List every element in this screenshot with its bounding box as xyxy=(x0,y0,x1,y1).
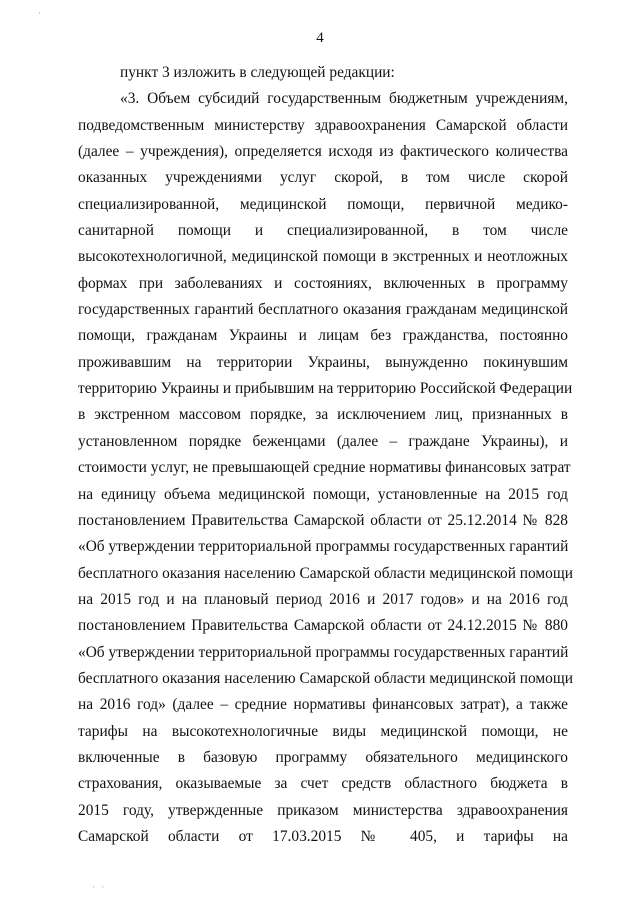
page-number: 4 xyxy=(316,30,324,46)
text-line: Самарской области от 17.03.2015 № 405, и тарифы на xyxy=(78,827,568,845)
text-line: на единицу объема медицинской помощи, установленные на 2015 год xyxy=(78,485,568,503)
text-line: проживавшим на территории Украины, вынужденно покинувшим xyxy=(78,353,568,371)
text-line: бесплатного оказания населению Самарской области медицинской помощи xyxy=(78,564,573,582)
text-line: специализированной, медицинской помощи, первичной медико- xyxy=(78,195,568,213)
text-line: стоимости услуг, не превышающей средние нормативы финансовых затрат xyxy=(78,459,571,477)
text-line: тарифы на высокотехнологичные виды медицинской помощи, не xyxy=(78,722,568,740)
text-line: «Об утверждении территориальной программы государственных гарантий xyxy=(78,643,569,661)
scan-mark-top: · xyxy=(38,8,41,18)
text-line: на 2015 год и на плановый период 2016 и 2017 годов» и на 2016 год xyxy=(78,590,568,608)
scan-mark-bottom: · · xyxy=(92,882,107,892)
text-line: подведомственным министерству здравоохранения Самарской области xyxy=(78,116,568,134)
text-line: установленном порядке беженцами (далее – граждане Украины), и xyxy=(78,432,568,450)
text-line: в экстренном массовом порядке, за исключением лиц, признанных в xyxy=(78,406,568,424)
text-line: страхования, оказываемые за счет средств областного бюджета в xyxy=(78,775,568,793)
text-line: постановлением Правительства Самарской области от 24.12.2015 № 880 xyxy=(78,617,568,635)
text-line: постановлением Правительства Самарской области от 25.12.2014 № 828 xyxy=(78,511,568,529)
text-line: (далее – учреждения), определяется исходя из фактического количества xyxy=(78,143,568,161)
text-line: бесплатного оказания населению Самарской области медицинской помощи xyxy=(78,669,573,687)
text-line: на 2016 год» (далее – средние нормативы финансовых затрат), а также xyxy=(78,696,568,714)
text-line: помощи, гражданам Украины и лицам без гражданства, постоянно xyxy=(78,327,568,345)
text-line: оказанных учреждениями услуг скорой, в том числе скорой xyxy=(78,169,568,187)
text-line: пункт 3 изложить в следующей редакции: xyxy=(120,64,395,81)
text-line: формах при заболеваниях и состояниях, включенных в программу xyxy=(78,274,568,292)
text-line: 2015 году, утвержденные приказом министерства здравоохранения xyxy=(78,801,568,819)
text-line: территорию Украины и прибывшим на территорию Российской Федерации xyxy=(78,380,573,398)
document-body xyxy=(78,60,573,850)
text-line: высокотехнологичной, медицинской помощи в экстренных и неотложных xyxy=(78,248,568,266)
text-line: «Об утверждении территориальной программы государственных гарантий xyxy=(78,538,569,556)
text-line: санитарной помощи и специализированной, в том числе xyxy=(78,222,568,240)
text-line: «3. Объем субсидий государственным бюджетным учреждениям, xyxy=(120,90,568,108)
text-line: государственных гарантий бесплатного оказания гражданам медицинской xyxy=(78,301,568,319)
text-line: включенные в базовую программу обязательного медицинского xyxy=(78,748,568,766)
